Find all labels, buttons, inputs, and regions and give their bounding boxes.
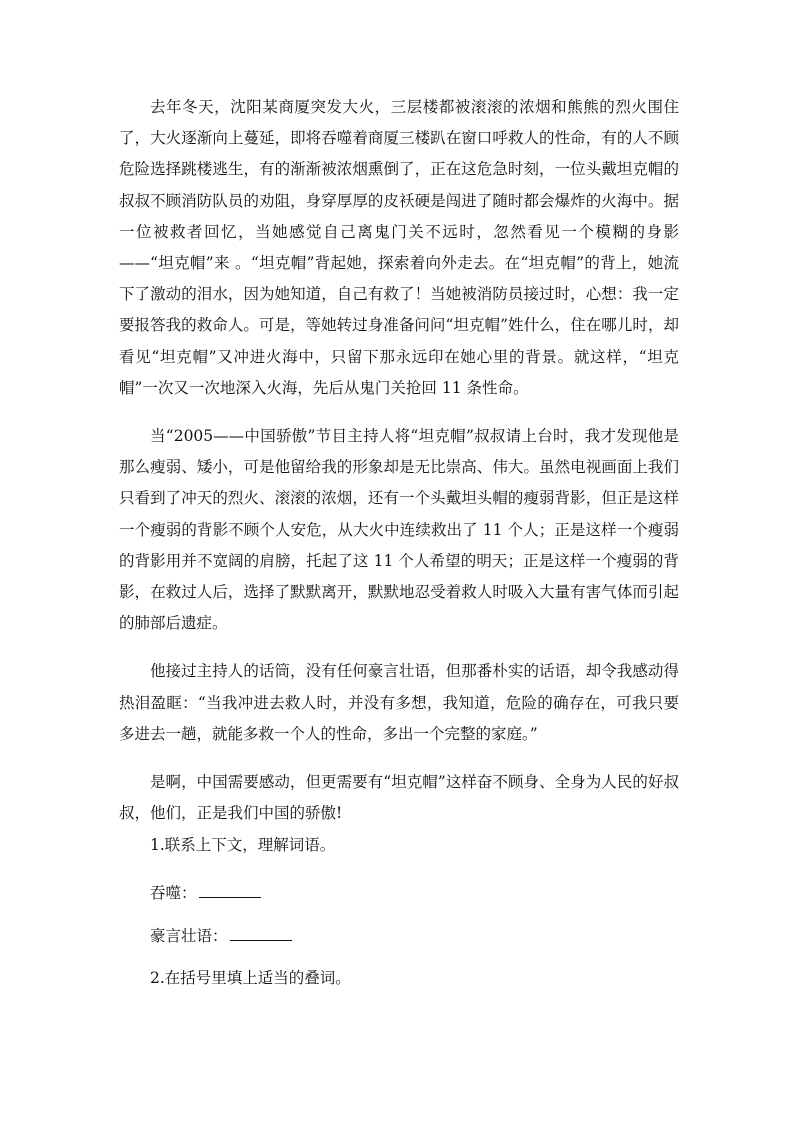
question-1 — [150, 834, 335, 856]
passage-paragraph-3: 他接过主持人的话筒，没有任何豪言壮语，但那番朴实的话语，却令我感动得热泪盈眶：“当我冲进去救人时，并没有多想，我知道，危险的确存在，可我只要多进去一趟，就能多救一个人的性命，多出一个完整的家庭。” — [119, 662, 679, 743]
question-1-word-1-label: 吞噬： — [150, 884, 197, 902]
passage-paragraph-1: 去年冬天，沈阳某商厦突发大火，三层楼都被滚滚的浓烟和熊熊的烈火围住了，大火逐渐向上蔓延，即将吞噬着商厦三楼趴在窗口呼救人的性命，有的人不顾危险选择跳楼逃生，有的渐渐被浓烟熏倒了，正在这危急时刻，一位头戴坦克帽的叔叔不顾消防队员的劝阻，身穿厚厚的皮袄硬是闯进了随时都会爆炸的火海中。据 一位被救者回忆，当她感觉自己离鬼门关不远时，忽然看见一个模糊的身影——“坦克帽”来 。“坦克帽”背起她，探索着向外走去。在“坦克帽”的背上，她流下了激动的泪水，因为她知道，自己有救了！当她被消防员接过时，心想：我一定要报答我的救命人。可是，等她转过身准备问问“坦克帽”姓什么，住在哪儿时，却看见“坦克帽”又冲进火海中，只留下那永远印在她心里的背景。就这样，“坦克帽”一次又一次地深入火海，先后从鬼门关抢回 11 条性命。 — [119, 98, 679, 397]
answer-blank-2[interactable] — [230, 926, 292, 941]
question-2 — [150, 967, 351, 989]
question-1-text: 1.联系上下文，理解词语。 — [150, 836, 336, 854]
question-1-word-1 — [150, 882, 261, 904]
passage-paragraph-4: 是啊，中国需要感动，但更需要有“坦克帽”这样奋不顾身、全身为人民的好叔叔，他们，正是我们中国的骄傲! — [119, 773, 679, 823]
question-2-text: 2.在括号里填上适当的叠词。 — [150, 969, 351, 987]
question-1-word-2-label: 豪言壮语： — [150, 927, 228, 945]
answer-blank-1[interactable] — [199, 883, 261, 898]
reading-passage — [119, 92, 679, 829]
passage-paragraph-2: 当“2005——中国骄傲”节目主持人将“坦克帽”叔叔请上台时，我才发现他是那么瘦弱、矮小，可是他留给我的形象却是无比崇高、伟大。虽然电视画面上我们只看到了冲天的烈火、滚滚的浓烟，还有一个头戴坦头帽的瘦弱背影，但正是这样一个瘦弱的背影不顾个人安危，从大火中连续救出了 11 个人；正是这样一个瘦弱的背影用并不宽阔的肩膀，托起了这 11 个人希望的明天；正是这样一个瘦弱的背影，在救过人后，选择了默默离开，默默地忍受着救人时吸入大量有害气体而引起的肺部后遗症。 — [119, 427, 679, 633]
question-1-word-2 — [150, 925, 292, 947]
